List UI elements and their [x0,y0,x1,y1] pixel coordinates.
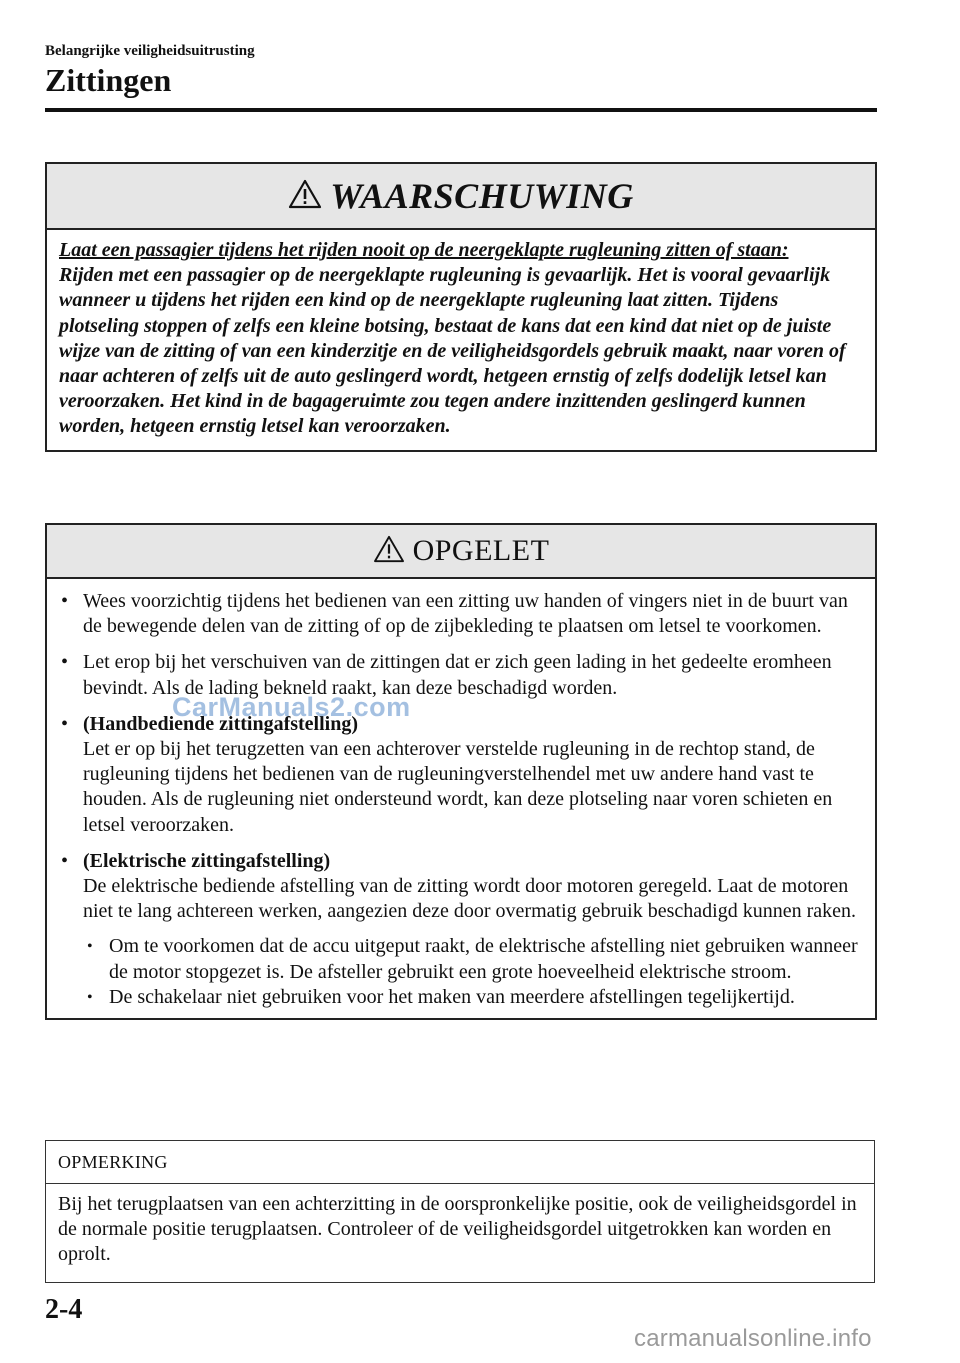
bullet-marker: • [61,651,69,674]
caution-subitem-text: Om te voorkomen dat de accu uitgeput raakt, de elektrische afstelling niet gebruiken wanneer de motor stopgezet is. De afsteller gebruikt een grote hoeveelheid elektrische stroom. [109,935,858,983]
caution-subitems [59,934,859,1010]
caution-item-text: Let er op bij het terugzetten van een achterover verstelde rugleuning in de rechtop stand, de rugleuning tijdens het bedienen van de rugleuningverstelhendel met uw andere hand vast te houden. Als de rugleuning niet ondersteund wordt, kan deze plotseling naar voren schieten en letsel veroorzaken. [83,738,833,836]
caution-item [59,589,859,639]
title-rule [45,108,877,112]
watermark-center[interactable]: CarManuals2.com [172,692,411,722]
caution-header [47,525,875,579]
section-label: Belangrijke veiligheidsuitrusting [45,43,255,59]
warning-triangle-icon [288,179,322,214]
warning-text: Rijden met een passagier op de neergeklapte rugleuning is gevaarlijk. Het is vooral gevaarlijk wanneer u tijdens het rijden een kind op de neergeklapte rugleuning laat zitten. Tijdens plotseling stoppen of zelfs een kleine botsing, bestaat de kans dat een kind dat niet op de juiste wijze van de zitting of van een kinderzitje en de veiligheidsgordels gebruik maakt, naar voren of naar achteren of zelfs uit de auto geslingerd wordt, hetgeen ernstig of zelfs dodelijk letsel kan veroorzaken. Het kind in de bagageruimte zou tegen andere inzittenden geslingerd kunnen worden, hetgeen ernstig letsel kan veroorzaken. [59,264,846,438]
bullet-marker: • [87,988,93,1006]
warning-lead: Laat een passagier tijdens het rijden nooit op de neergeklapte rugleuning zitten of staan: [59,239,789,261]
page-title: Zittingen [45,62,172,98]
caution-item-text: Wees voorzichtig tijdens het bedienen van een zitting uw handen of vingers niet in de buurt van de bewegende delen van de zitting of op de zijbekleding te plaatsen om letsel te voorkomen. [83,590,848,638]
bullet-marker: • [87,938,93,956]
warning-body [47,230,875,450]
caution-item [59,849,859,925]
caution-subitem [59,934,859,984]
caution-item-heading: (Elektrische zittingafstelling) [83,849,331,872]
bullet-marker: • [61,849,69,872]
caution-title: OPGELET [412,534,550,567]
caution-box [45,523,877,1020]
watermark-bottom[interactable]: carmanualsonline.info [634,1325,872,1352]
caution-item-text: Let erop bij het verschuiven van de zittingen dat er zich geen lading in het gedeelte eromheen bevindt. Als de lading bekneld raakt, kan deze beschadigd worden. [83,651,832,699]
caution-triangle-icon [373,535,405,568]
warning-box [45,162,877,452]
caution-item-heading: (Handbediende zittingafstelling) [83,712,359,735]
caution-body [47,579,875,1018]
page-header [45,42,877,100]
note-box [45,1140,875,1283]
warning-header [47,164,875,230]
caution-item [59,712,859,838]
page-number: 2-4 [45,1294,83,1325]
caution-item-text: De elektrische bediende afstelling van de zitting wordt door motoren geregeld. Laat de motoren niet te lang achtereen werken, aangezien deze door overmatig gebruik beschadigd kunnen raken. [83,875,856,923]
note-body: Bij het terugplaatsen van een achterzitting in de oorspronkelijke positie, ook de veiligheidsgordel in de normale positie terugplaatsen. Controleer of de veiligheidsgordel uitgetrokken kan worden en oprolt. [58,1193,857,1266]
caution-subitem [59,985,859,1010]
bullet-marker: • [61,712,69,735]
caution-subitem-text: De schakelaar niet gebruiken voor het maken van meerdere afstellingen tegelijkertijd. [109,985,795,1008]
warning-title: WAARSCHUWING [330,176,634,216]
bullet-marker: • [61,590,69,612]
note-header: OPMERKING [46,1141,874,1184]
